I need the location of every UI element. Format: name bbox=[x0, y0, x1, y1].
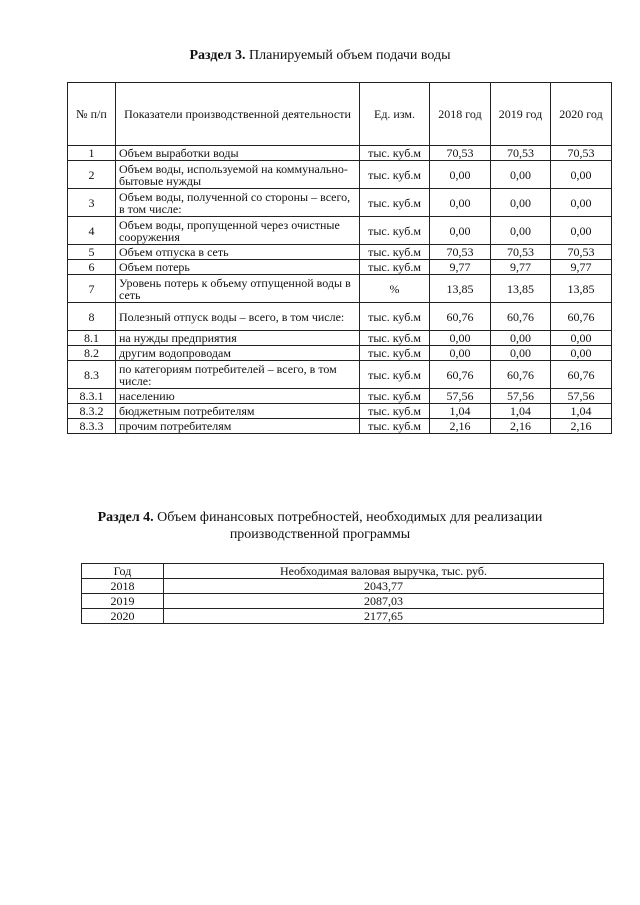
value-2019: 9,77 bbox=[491, 260, 551, 275]
indicator-name: населению bbox=[116, 389, 360, 404]
value-2019: 0,00 bbox=[491, 331, 551, 346]
table-row bbox=[68, 361, 612, 389]
value-2020: 60,76 bbox=[551, 303, 612, 331]
indicator-name: Уровень потерь к объему отпущенной воды в сеть bbox=[116, 275, 360, 303]
value-2020: 0,00 bbox=[551, 217, 612, 245]
indicator-name: по категориям потребителей – всего, в том числе: bbox=[116, 361, 360, 389]
value-2018: 9,77 bbox=[430, 260, 491, 275]
unit-cell: тыс. куб.м bbox=[360, 361, 430, 389]
value-2018: 2,16 bbox=[430, 419, 491, 434]
unit-cell: тыс. куб.м bbox=[360, 303, 430, 331]
unit-cell: тыс. куб.м bbox=[360, 146, 430, 161]
section3-title-text: Планируемый объем подачи воды bbox=[245, 48, 451, 63]
value-2018: 60,76 bbox=[430, 303, 491, 331]
row-number: 8.3.3 bbox=[68, 419, 116, 434]
value-2018: 0,00 bbox=[430, 161, 491, 189]
row-number: 4 bbox=[68, 217, 116, 245]
table-row bbox=[68, 331, 612, 346]
indicator-name: Объем воды, полученной со стороны – всего, в том числе: bbox=[116, 189, 360, 217]
row-number: 3 bbox=[68, 189, 116, 217]
table-row bbox=[68, 419, 612, 434]
header-2020: 2020 год bbox=[551, 83, 612, 146]
table-row bbox=[82, 579, 604, 594]
table-row bbox=[68, 189, 612, 217]
unit-cell: тыс. куб.м bbox=[360, 260, 430, 275]
value-2018: 60,76 bbox=[430, 361, 491, 389]
value-2019: 60,76 bbox=[491, 303, 551, 331]
table-row bbox=[68, 146, 612, 161]
value-2019: 70,53 bbox=[491, 245, 551, 260]
header-num: № п/п bbox=[68, 83, 116, 146]
value-2020: 13,85 bbox=[551, 275, 612, 303]
section4-table bbox=[81, 563, 604, 624]
value-2018: 57,56 bbox=[430, 389, 491, 404]
value-2020: 70,53 bbox=[551, 245, 612, 260]
row-number: 8.2 bbox=[68, 346, 116, 361]
value-2019: 1,04 bbox=[491, 404, 551, 419]
indicator-name: бюджетным потребителям bbox=[116, 404, 360, 419]
section3-table-body bbox=[68, 146, 612, 434]
indicator-name: на нужды предприятия bbox=[116, 331, 360, 346]
value-2018: 13,85 bbox=[430, 275, 491, 303]
unit-cell: тыс. куб.м bbox=[360, 404, 430, 419]
header-unit: Ед. изм. bbox=[360, 83, 430, 146]
indicator-name: Полезный отпуск воды – всего, в том числе: bbox=[116, 303, 360, 331]
section4-title-text: Объем финансовых потребностей, необходимых для реализации bbox=[153, 510, 543, 525]
table-row bbox=[68, 346, 612, 361]
value-2018: 70,53 bbox=[430, 146, 491, 161]
section3-header-row bbox=[68, 83, 612, 146]
value-2019: 0,00 bbox=[491, 161, 551, 189]
value-2019: 70,53 bbox=[491, 146, 551, 161]
table-row bbox=[68, 389, 612, 404]
header-2019: 2019 год bbox=[491, 83, 551, 146]
indicator-name: Объем воды, используемой на коммунально-бытовые нужды bbox=[116, 161, 360, 189]
value-2019: 0,00 bbox=[491, 189, 551, 217]
revenue-cell: 2087,03 bbox=[164, 594, 604, 609]
value-2018: 0,00 bbox=[430, 217, 491, 245]
table-row bbox=[68, 161, 612, 189]
value-2020: 0,00 bbox=[551, 331, 612, 346]
section3-title bbox=[0, 47, 640, 64]
unit-cell: тыс. куб.м bbox=[360, 245, 430, 260]
year-cell: 2019 bbox=[82, 594, 164, 609]
row-number: 7 bbox=[68, 275, 116, 303]
indicator-name: Объем отпуска в сеть bbox=[116, 245, 360, 260]
value-2018: 0,00 bbox=[430, 189, 491, 217]
unit-cell: тыс. куб.м bbox=[360, 189, 430, 217]
value-2020: 0,00 bbox=[551, 161, 612, 189]
row-number: 6 bbox=[68, 260, 116, 275]
value-2020: 70,53 bbox=[551, 146, 612, 161]
indicator-name: другим водопроводам bbox=[116, 346, 360, 361]
revenue-cell: 2043,77 bbox=[164, 579, 604, 594]
value-2020: 0,00 bbox=[551, 189, 612, 217]
value-2019: 57,56 bbox=[491, 389, 551, 404]
table-row bbox=[68, 260, 612, 275]
value-2019: 0,00 bbox=[491, 217, 551, 245]
row-number: 2 bbox=[68, 161, 116, 189]
unit-cell: % bbox=[360, 275, 430, 303]
value-2019: 13,85 bbox=[491, 275, 551, 303]
unit-cell: тыс. куб.м bbox=[360, 331, 430, 346]
year-cell: 2020 bbox=[82, 609, 164, 624]
table-row bbox=[68, 217, 612, 245]
value-2019: 0,00 bbox=[491, 346, 551, 361]
section4-header-row bbox=[82, 564, 604, 579]
value-2020: 0,00 bbox=[551, 346, 612, 361]
header-2018: 2018 год bbox=[430, 83, 491, 146]
table-row bbox=[68, 275, 612, 303]
section3-title-bold: Раздел 3. bbox=[189, 48, 246, 63]
row-number: 8.1 bbox=[68, 331, 116, 346]
indicator-name: Объем потерь bbox=[116, 260, 360, 275]
value-2020: 1,04 bbox=[551, 404, 612, 419]
table-row bbox=[82, 594, 604, 609]
header-indicator: Показатели производственной деятельности bbox=[116, 83, 360, 146]
value-2018: 0,00 bbox=[430, 331, 491, 346]
row-number: 1 bbox=[68, 146, 116, 161]
table-row bbox=[68, 245, 612, 260]
value-2018: 70,53 bbox=[430, 245, 491, 260]
section4-table-body bbox=[82, 579, 604, 624]
row-number: 8.3.2 bbox=[68, 404, 116, 419]
header-revenue: Необходимая валовая выручка, тыс. руб. bbox=[164, 564, 604, 579]
row-number: 8.3.1 bbox=[68, 389, 116, 404]
unit-cell: тыс. куб.м bbox=[360, 389, 430, 404]
indicator-name: прочим потребителям bbox=[116, 419, 360, 434]
indicator-name: Объем воды, пропущенной через очистные сооружения bbox=[116, 217, 360, 245]
value-2020: 9,77 bbox=[551, 260, 612, 275]
unit-cell: тыс. куб.м bbox=[360, 346, 430, 361]
section4-title-bold: Раздел 4. bbox=[97, 510, 154, 525]
table-row bbox=[68, 303, 612, 331]
value-2020: 2,16 bbox=[551, 419, 612, 434]
section3-table bbox=[67, 82, 612, 434]
value-2018: 0,00 bbox=[430, 346, 491, 361]
row-number: 8.3 bbox=[68, 361, 116, 389]
unit-cell: тыс. куб.м bbox=[360, 161, 430, 189]
table-row bbox=[82, 609, 604, 624]
revenue-cell: 2177,65 bbox=[164, 609, 604, 624]
unit-cell: тыс. куб.м bbox=[360, 419, 430, 434]
unit-cell: тыс. куб.м bbox=[360, 217, 430, 245]
section4-title-line2: производственной программы bbox=[229, 527, 411, 542]
year-cell: 2018 bbox=[82, 579, 164, 594]
value-2018: 1,04 bbox=[430, 404, 491, 419]
row-number: 8 bbox=[68, 303, 116, 331]
value-2020: 57,56 bbox=[551, 389, 612, 404]
header-year: Год bbox=[82, 564, 164, 579]
section4-title bbox=[0, 509, 640, 543]
value-2019: 60,76 bbox=[491, 361, 551, 389]
table-row bbox=[68, 404, 612, 419]
value-2019: 2,16 bbox=[491, 419, 551, 434]
value-2020: 60,76 bbox=[551, 361, 612, 389]
row-number: 5 bbox=[68, 245, 116, 260]
indicator-name: Объем выработки воды bbox=[116, 146, 360, 161]
